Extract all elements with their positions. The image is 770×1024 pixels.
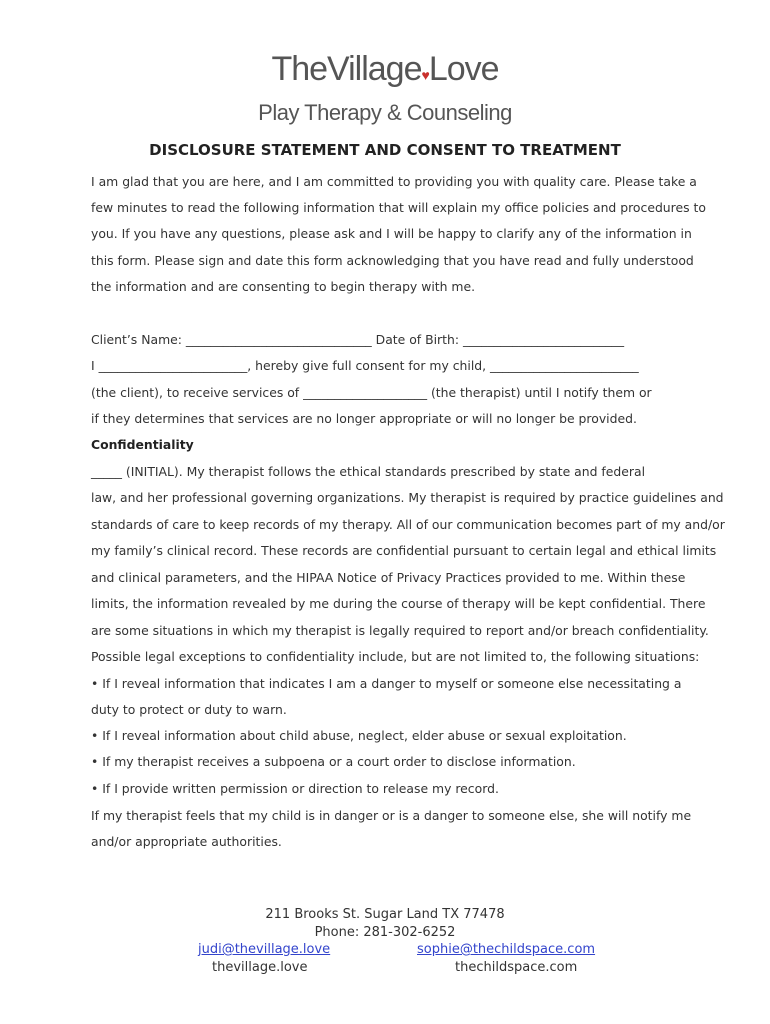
confidentiality-line: If my therapist feels that my child is in danger or is a danger to someone else, she will notify me: [91, 808, 692, 823]
confidentiality-line: are some situations in which my therapist is legally required to report and/or breach confidentiality.: [91, 623, 709, 638]
confidentiality-line: and clinical parameters, and the HIPAA Notice of Privacy Practices provided to me. Within these: [91, 570, 686, 585]
consent-line: if they determines that services are no longer appropriate or will no longer be provided.: [91, 411, 637, 426]
parent-consent-line: I ________________________, hereby give full consent for my child, ________________________: [91, 358, 639, 373]
footer-address: 211 Brooks St. Sugar Land TX 77478: [265, 907, 505, 922]
client-name-dob-line: Client’s Name: ______________________________ Date of Birth: __________________________: [91, 332, 625, 347]
logo-subtitle: Play Therapy & Counseling: [258, 100, 512, 125]
confidentiality-line: _____ (INITIAL). My therapist follows the ethical standards prescribed by state and federal: [91, 464, 646, 479]
bullet-item-continued: duty to protect or duty to warn.: [91, 702, 287, 717]
confidentiality-line: and/or appropriate authorities.: [91, 834, 282, 849]
intro-line: the information and are consenting to begin therapy with me.: [91, 279, 476, 294]
logo-name-part1: TheVillage: [271, 50, 422, 88]
intro-line: few minutes to read the following information that will explain my office policies and procedures to: [91, 200, 706, 215]
confidentiality-line: Possible legal exceptions to confidentiality include, but are not limited to, the following situations:: [91, 649, 700, 664]
logo-name-part2: Love: [428, 50, 499, 88]
bullet-item: • If I provide written permission or direction to release my record.: [91, 781, 499, 796]
logo-wordmark: [0, 50, 770, 89]
confidentiality-line: standards of care to keep records of my therapy. All of our communication becomes part of my and/or: [91, 517, 725, 532]
intro-line: I am glad that you are here, and I am committed to providing you with quality care. Please take a: [91, 174, 697, 189]
bullet-item: • If I reveal information about child abuse, neglect, elder abuse or sexual exploitation.: [91, 728, 627, 743]
website-thevillage: thevillage.love: [212, 960, 308, 975]
confidentiality-line: law, and her professional governing organizations. My therapist is required by practice guidelines and: [91, 490, 724, 505]
bullet-item: • If I reveal information that indicates I am a danger to myself or someone else necessitating a: [91, 676, 682, 691]
intro-line: this form. Please sign and date this form acknowledging that you have read and fully understood: [91, 253, 694, 268]
confidentiality-line: limits, the information revealed by me during the course of therapy will be kept confidential. There: [91, 596, 706, 611]
intro-line: you. If you have any questions, please ask and I will be happy to clarify any of the information in: [91, 226, 692, 241]
confidentiality-heading: Confidentiality: [91, 437, 194, 452]
footer-phone: Phone: 281-302-6252: [314, 925, 456, 940]
email-link-sophie[interactable]: sophie@thechildspace.com: [417, 942, 596, 957]
therapist-consent-line: (the client), to receive services of ____________________ (the therapist) until I notify them or: [91, 385, 652, 400]
document-title: DISCLOSURE STATEMENT AND CONSENT TO TREATMENT: [149, 141, 621, 159]
email-link-judi[interactable]: judi@thevillage.love: [198, 942, 331, 957]
confidentiality-line: my family’s clinical record. These records are confidential pursuant to certain legal and ethical limits: [91, 543, 717, 558]
website-thechildspace: thechildspace.com: [455, 960, 578, 975]
bullet-item: • If my therapist receives a subpoena or a court order to disclose information.: [91, 754, 576, 769]
heart-icon: ♥: [421, 67, 429, 83]
